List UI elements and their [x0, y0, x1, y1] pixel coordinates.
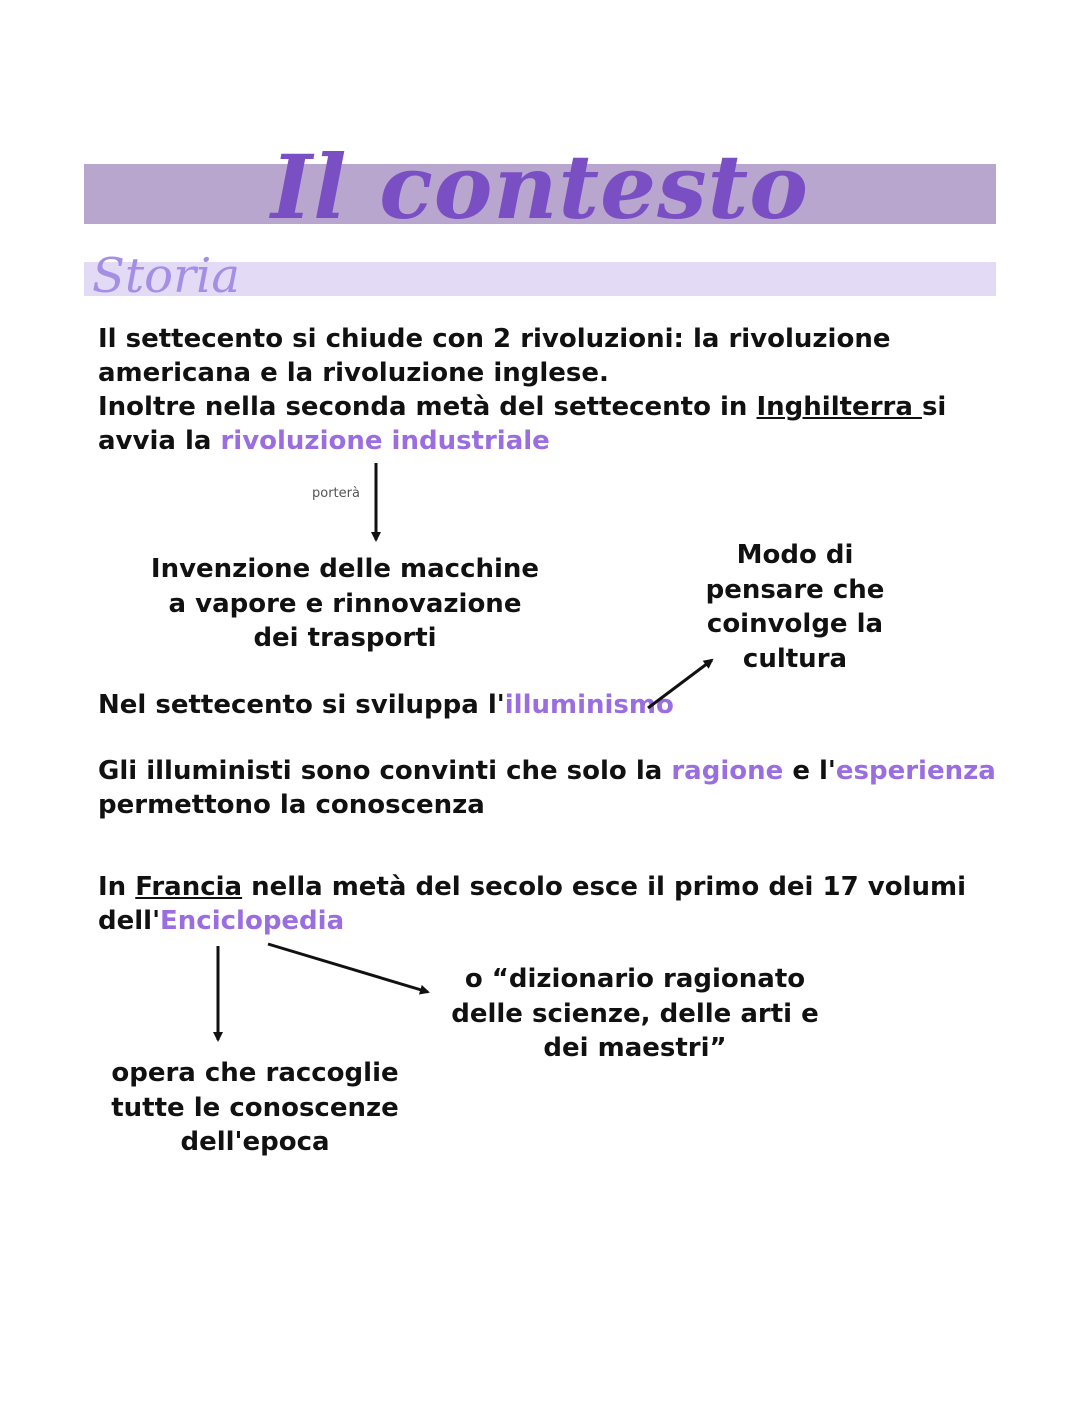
ragione-term: ragione: [671, 756, 784, 786]
arrow-illuminismo: [648, 660, 712, 708]
box-modo-di-pensare: Modo di pensare che coinvolge la cultura: [705, 540, 885, 674]
box-dizionario: o “dizionario ragionato delle scienze, delle arti e dei maestri”: [451, 964, 819, 1063]
text-line: Il settecento si chiude con 2 rivoluzioni: la rivoluzione: [98, 324, 891, 354]
text-line: Gli illuministi sono convinti che solo la ragione e l'esperienza: [98, 756, 996, 786]
text-line: Inoltre nella seconda metà del settecento in Inghilterra si: [98, 392, 947, 422]
arrow-dizionario: [268, 944, 428, 992]
inghilterra-term: Inghilterra: [756, 392, 922, 422]
rivoluzione-industriale-term: rivoluzione industriale: [220, 426, 550, 456]
esperienza-term: esperienza: [835, 756, 996, 786]
section-title: Storia: [92, 248, 240, 304]
text-line: avvia la rivoluzione industriale: [98, 426, 550, 456]
arrow-label: porterà: [312, 486, 360, 501]
page-title: Il contesto: [270, 135, 809, 239]
illuminismo-term: illuminismo: [504, 690, 674, 720]
box-opera: opera che raccoglie tutte le conoscenze dell'epoca: [111, 1058, 399, 1157]
francia-term: Francia: [135, 872, 243, 902]
paragraph-illuminismo: Nel settecento si sviluppa l'illuminismo: [98, 690, 674, 720]
enciclopedia-term: Enciclopedia: [160, 906, 345, 936]
box-invenzione: Invenzione delle macchine a vapore e rinnovazione dei trasporti: [150, 554, 540, 653]
text-line: permettono la conoscenza: [98, 790, 485, 820]
text-line: americana e la rivoluzione inglese.: [98, 358, 609, 388]
text-line: dell'Enciclopedia: [98, 906, 345, 936]
text-line: In Francia nella metà del secolo esce il primo dei 17 volumi: [98, 872, 966, 902]
